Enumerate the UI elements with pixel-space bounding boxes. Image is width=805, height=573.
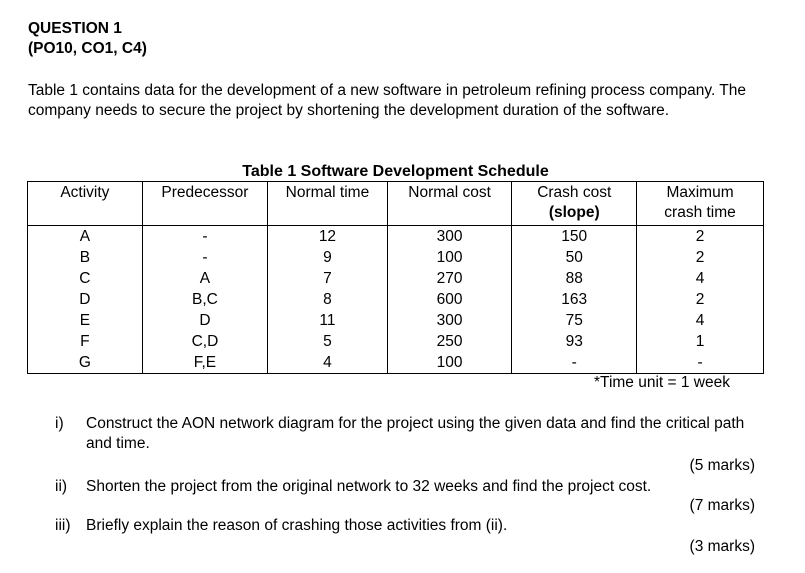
cell-normal-cost: 270 [387, 268, 512, 289]
header-crash-cost-line2: (slope) [548, 204, 600, 221]
cell-activity: B [28, 247, 143, 268]
cell-normal-time: 9 [268, 247, 388, 268]
header-predecessor: Predecessor [142, 182, 267, 226]
cell-crash-slope: 150 [512, 226, 637, 248]
cell-max-crash: 2 [637, 226, 764, 248]
subquestion-2-marks: (7 marks) [689, 497, 755, 514]
header-normal-time: Normal time [268, 182, 388, 226]
cell-activity: G [28, 352, 143, 374]
header-crash-cost [512, 182, 637, 226]
cell-crash-slope: - [512, 352, 637, 374]
header-normal-cost: Normal cost [387, 182, 512, 226]
cell-max-crash: 1 [637, 331, 764, 352]
table-header-row [28, 182, 764, 226]
cell-crash-slope: 88 [512, 268, 637, 289]
question-codes: (PO10, CO1, C4) [28, 40, 147, 57]
table-row [28, 247, 764, 268]
table-row [28, 331, 764, 352]
cell-max-crash: - [637, 352, 764, 374]
table-caption: Table 1 Software Development Schedule [242, 163, 549, 180]
cell-max-crash: 2 [637, 289, 764, 310]
header-crash-cost-line1: Crash cost [537, 184, 612, 201]
question-title: QUESTION 1 [28, 20, 122, 37]
cell-normal-cost: 100 [387, 352, 512, 374]
cell-normal-cost: 250 [387, 331, 512, 352]
subquestion-number: ii) [55, 478, 68, 495]
subquestion-1-marks: (5 marks) [689, 457, 755, 474]
header-max-crash [637, 182, 764, 226]
cell-crash-slope: 163 [512, 289, 637, 310]
subquestion-number: iii) [55, 517, 71, 534]
cell-max-crash: 2 [637, 247, 764, 268]
cell-normal-time: 12 [268, 226, 388, 248]
header-activity: Activity [28, 182, 143, 226]
cell-crash-slope: 50 [512, 247, 637, 268]
header-max-crash-line2: crash time [664, 204, 736, 221]
cell-predecessor: F,E [142, 352, 267, 374]
table-row [28, 310, 764, 331]
cell-activity: A [28, 226, 143, 248]
cell-max-crash: 4 [637, 310, 764, 331]
cell-normal-cost: 100 [387, 247, 512, 268]
cell-activity: F [28, 331, 143, 352]
cell-normal-cost: 600 [387, 289, 512, 310]
question-intro: Table 1 contains data for the development of a new software in petroleum refining process company. The company needs to secure the project by shortening the development duration of the software. [28, 82, 747, 119]
cell-crash-slope: 93 [512, 331, 637, 352]
table-row [28, 352, 764, 374]
table-row [28, 226, 764, 248]
table-row [28, 268, 764, 289]
cell-normal-cost: 300 [387, 226, 512, 248]
cell-normal-time: 8 [268, 289, 388, 310]
cell-max-crash: 4 [637, 268, 764, 289]
table-body [28, 226, 764, 374]
subquestion-text: Construct the AON network diagram for the project using the given data and find the critical path and time. [86, 415, 745, 452]
cell-predecessor: C,D [142, 331, 267, 352]
cell-predecessor: B,C [142, 289, 267, 310]
cell-activity: C [28, 268, 143, 289]
cell-predecessor: - [142, 247, 267, 268]
table-row [28, 289, 764, 310]
cell-normal-time: 7 [268, 268, 388, 289]
cell-predecessor: - [142, 226, 267, 248]
cell-crash-slope: 75 [512, 310, 637, 331]
cell-predecessor: A [142, 268, 267, 289]
cell-normal-time: 5 [268, 331, 388, 352]
cell-activity: E [28, 310, 143, 331]
cell-normal-cost: 300 [387, 310, 512, 331]
schedule-table [27, 181, 764, 374]
cell-normal-time: 11 [268, 310, 388, 331]
cell-activity: D [28, 289, 143, 310]
subquestion-number: i) [55, 415, 64, 432]
header-max-crash-line1: Maximum [666, 184, 734, 201]
subquestion-text: Briefly explain the reason of crashing those activities from (ii). [86, 517, 508, 534]
subquestion-text: Shorten the project from the original network to 32 weeks and find the project cost. [86, 478, 652, 495]
time-unit-note: *Time unit = 1 week [594, 374, 730, 391]
subquestion-3-marks: (3 marks) [689, 538, 755, 555]
cell-normal-time: 4 [268, 352, 388, 374]
cell-predecessor: D [142, 310, 267, 331]
